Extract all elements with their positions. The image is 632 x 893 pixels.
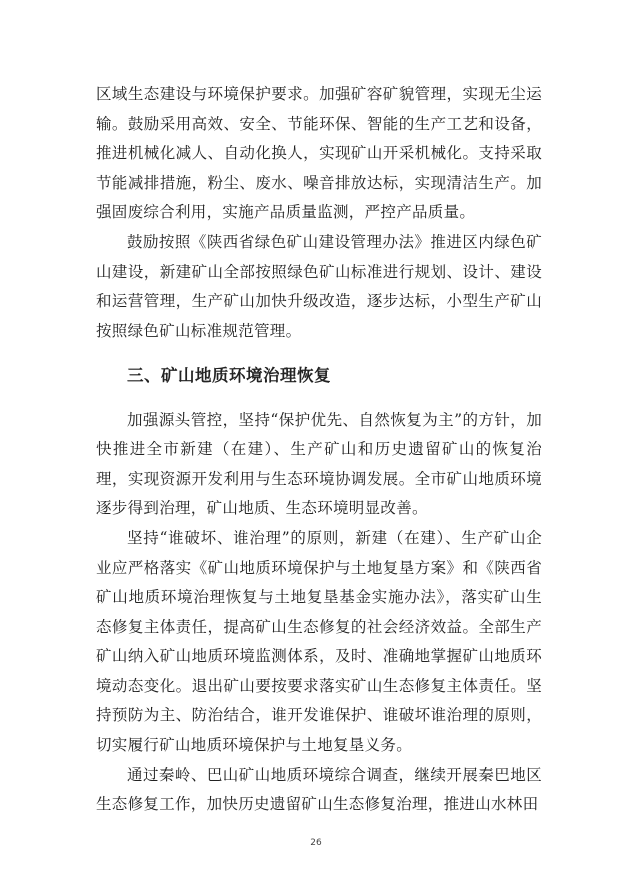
page-content [96,80,542,820]
paragraph-green-mine: 鼓励按照《陕西省绿色矿山建设管理办法》推进区内绿色矿山建设，新建矿山全部按照绿色矿山标准进行规划、设计、建设和运营管理，生产矿山加快升级改造，逐步达标，小型生产矿山按照绿色矿山标准规范管理。 [96,232,542,340]
paragraph-qinba-survey: 通过秦岭、巴山矿山地质环境综合调查，继续开展秦巴地区生态修复工作，加快历史遗留矿山生态修复治理，推进山水林田 [96,765,542,814]
section-heading: 三、矿山地质环境治理恢复 [127,366,331,386]
paragraph-responsibility: 坚持“谁破坏、谁治理”的原则，新建（在建）、生产矿山企业应严格落实《矿山地质环境保护与土地复垦方案》和《陕西省矿山地质环境治理恢复与土地复垦基金实施办法》，落实矿山生态修复主体责任，提高矿山生态修复的社会经济效益。全部生产矿山纳入矿山地质环境监测体系，及时、准确地掌握矿山地质环境动态变化。退出矿山要按要求落实矿山生态修复主体责任。坚持预防为主、防治结合，谁开发谁保护、谁破坏谁治理的原则，切实履行矿山地质环境保护与土地复垦义务。 [96,528,542,755]
paragraph-continued: 区域生态建设与环境保护要求。加强矿容矿貌管理，实现无尘运输。鼓励采用高效、安全、节能环保、智能的生产工艺和设备，推进机械化减人、自动化换人，实现矿山开采机械化。支持采取节能减排措施，粉尘、废水、噪音排放达标，实现清洁生产。加强固废综合利用，实施产品质量监测，严控产品质量。 [96,85,542,222]
page-number: 26 [310,838,322,848]
paragraph-source-control: 加强源头管控，坚持“保护优先、自然恢复为主”的方针，加快推进全市新建（在建）、生产矿山和历史遗留矿山的恢复治理，实现资源开发利用与生态环境协调发展。全市矿山地质环境逐步得到治理，矿山地质、生态环境明显改善。 [96,410,542,518]
